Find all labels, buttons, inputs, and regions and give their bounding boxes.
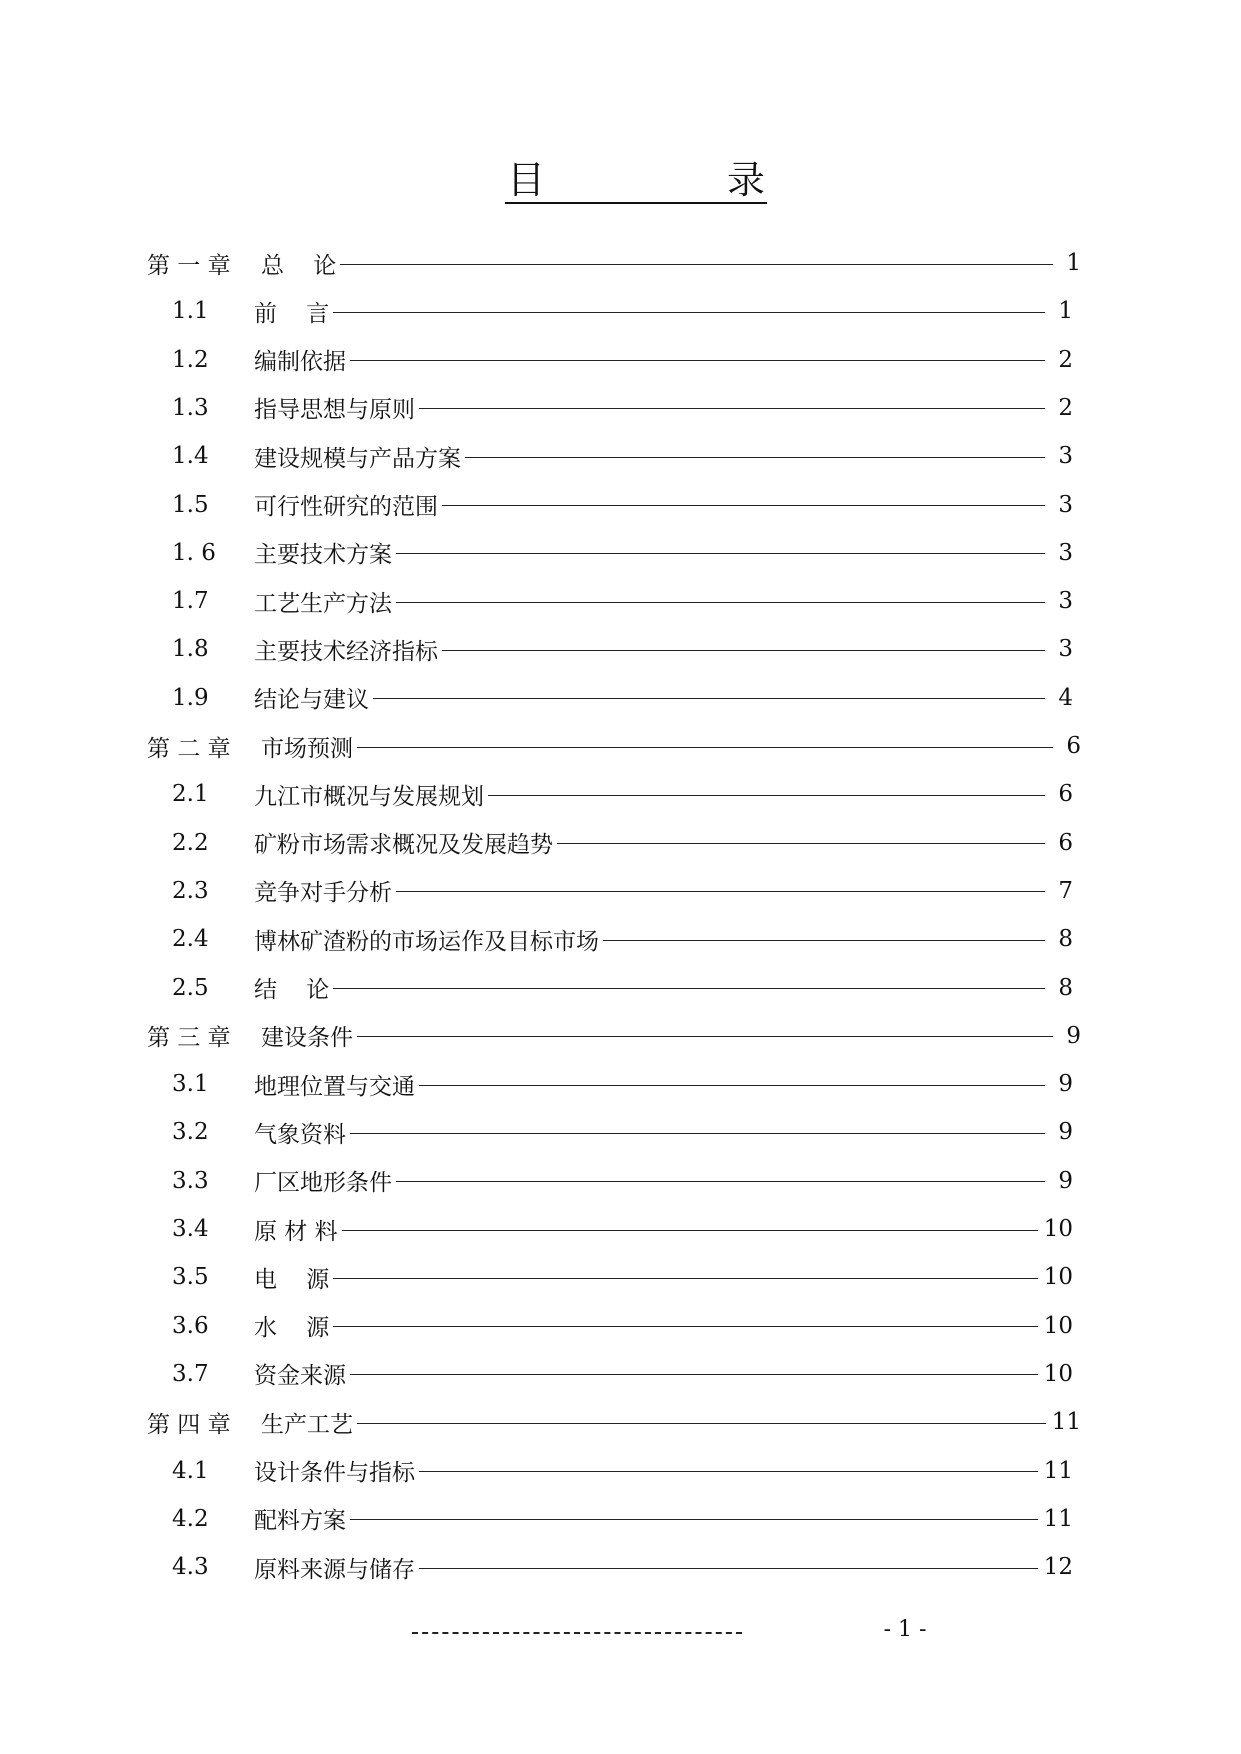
toc-section-entry[interactable] bbox=[172, 536, 1073, 570]
toc-entry-page: 8 bbox=[1058, 974, 1073, 1001]
toc-section-entry[interactable] bbox=[172, 1309, 1073, 1343]
toc-section-entry[interactable] bbox=[172, 1550, 1073, 1584]
toc-entry-page: 3 bbox=[1058, 491, 1073, 518]
toc-entry-page: 12 bbox=[1043, 1554, 1073, 1581]
footer-divider bbox=[412, 1632, 742, 1634]
toc-entry-title: 编制依据 bbox=[254, 349, 346, 376]
toc-entry-title: 资金来源 bbox=[254, 1363, 346, 1390]
toc-section-entry[interactable] bbox=[172, 1357, 1073, 1391]
toc-leader-line bbox=[340, 264, 1053, 265]
toc-leader-line bbox=[419, 408, 1045, 409]
toc-leader-line bbox=[357, 747, 1053, 748]
toc-leader-line bbox=[396, 553, 1045, 554]
toc-leader-line bbox=[333, 1326, 1037, 1327]
toc-section-entry[interactable] bbox=[172, 681, 1073, 715]
toc-entry-page: 4 bbox=[1058, 684, 1073, 711]
toc-leader-line bbox=[373, 698, 1045, 699]
toc-entry-title: 配料方案 bbox=[254, 1508, 346, 1535]
toc-section-entry[interactable] bbox=[172, 1212, 1073, 1246]
toc-leader-line bbox=[419, 1085, 1045, 1086]
toc-entry-title: 工艺生产方法 bbox=[254, 590, 392, 617]
toc-entry-page: 10 bbox=[1043, 1360, 1073, 1387]
toc-leader-line bbox=[333, 988, 1045, 989]
toc-entry-title: 主要技术方案 bbox=[254, 542, 392, 569]
toc-entry-number: 3.6 bbox=[172, 1312, 209, 1339]
toc-entry-title: 地理位置与交通 bbox=[254, 1073, 415, 1100]
toc-leader-line bbox=[488, 795, 1045, 796]
toc-leader-line bbox=[350, 1133, 1045, 1134]
toc-chapter-entry[interactable] bbox=[147, 729, 1081, 763]
toc-leader-line bbox=[350, 1374, 1038, 1375]
toc-entry-number: 4.1 bbox=[172, 1457, 209, 1484]
toc-entry-title: 指导思想与原则 bbox=[254, 397, 415, 424]
toc-leader-line bbox=[419, 1471, 1038, 1472]
toc-leader-line bbox=[442, 650, 1045, 651]
toc-entry-page: 3 bbox=[1058, 636, 1073, 663]
toc-section-entry[interactable] bbox=[172, 439, 1073, 473]
toc-entry-number: 第 四 章 bbox=[147, 1411, 231, 1438]
toc-leader-line bbox=[419, 1568, 1038, 1569]
toc-section-entry[interactable] bbox=[172, 488, 1073, 522]
toc-entry-number: 1.4 bbox=[172, 443, 209, 470]
toc-leader-line bbox=[357, 1036, 1053, 1037]
toc-entry-number: 2.5 bbox=[172, 974, 209, 1001]
toc-entry-page: 1 bbox=[1066, 250, 1081, 276]
toc-entry-page: 7 bbox=[1058, 877, 1073, 904]
toc-entry-page: 3 bbox=[1058, 588, 1073, 615]
toc-entry-title: 结 论 bbox=[254, 977, 330, 1003]
toc-section-entry[interactable] bbox=[172, 1067, 1073, 1101]
toc-section-entry[interactable] bbox=[172, 971, 1073, 1005]
toc-leader-line bbox=[442, 505, 1045, 506]
page-title-char-1: 目 bbox=[507, 158, 546, 202]
toc-entry-page: 10 bbox=[1043, 1264, 1073, 1291]
toc-entry-title: 原 材 料 bbox=[254, 1218, 338, 1245]
toc-entry-number: 3.1 bbox=[172, 1071, 209, 1098]
toc-entry-number: 2.4 bbox=[172, 926, 209, 953]
toc-entry-page: 3 bbox=[1058, 539, 1073, 566]
toc-entry-title: 设计条件与指标 bbox=[254, 1460, 415, 1486]
toc-entry-title: 主要技术经济指标 bbox=[254, 638, 438, 665]
toc-entry-number: 第 二 章 bbox=[147, 735, 231, 762]
toc-entry-title: 市场预测 bbox=[261, 735, 353, 762]
toc-leader-line bbox=[396, 1181, 1045, 1182]
toc-entry-number: 1.3 bbox=[172, 394, 209, 421]
toc-entry-number: 1.2 bbox=[172, 346, 209, 373]
toc-section-entry[interactable] bbox=[172, 1164, 1073, 1198]
toc-section-entry[interactable] bbox=[172, 391, 1073, 425]
toc-entry-page: 6 bbox=[1058, 829, 1073, 856]
toc-entry-number: 第 三 章 bbox=[147, 1025, 231, 1052]
footer-page-number: - 1 - bbox=[883, 1617, 927, 1642]
toc-leader-line bbox=[557, 843, 1045, 844]
toc-entry-page: 2 bbox=[1058, 394, 1073, 421]
toc-entry-title: 生产工艺 bbox=[261, 1411, 353, 1438]
toc-leader-line bbox=[357, 1423, 1046, 1424]
page-title-char-2: 录 bbox=[726, 158, 765, 202]
toc-entry-page: 9 bbox=[1058, 1071, 1073, 1098]
toc-section-entry[interactable] bbox=[172, 1454, 1073, 1488]
toc-leader-line bbox=[342, 1230, 1038, 1231]
toc-entry-title: 建设条件 bbox=[261, 1025, 353, 1052]
toc-entry-title: 原料来源与储存 bbox=[254, 1556, 415, 1583]
toc-entry-number: 1.7 bbox=[172, 588, 209, 615]
toc-entry-page: 1 bbox=[1058, 298, 1073, 325]
toc-entry-title: 矿粉市场需求概况及发展趋势 bbox=[254, 832, 553, 859]
toc-entry-page: 6 bbox=[1066, 733, 1081, 759]
toc-section-entry[interactable] bbox=[172, 1502, 1073, 1536]
toc-entry-number: 3.4 bbox=[172, 1216, 209, 1242]
toc-entry-page: 3 bbox=[1058, 443, 1073, 470]
toc-entry-title: 厂区地形条件 bbox=[254, 1170, 392, 1197]
toc-entry-page: 6 bbox=[1058, 781, 1073, 808]
toc-section-entry[interactable] bbox=[172, 922, 1073, 956]
toc-entry-number: 1.5 bbox=[172, 491, 209, 518]
toc-chapter-entry[interactable] bbox=[147, 1019, 1081, 1053]
toc-entry-title: 气象资料 bbox=[254, 1121, 346, 1148]
toc-entry-number: 3.7 bbox=[172, 1360, 209, 1387]
toc-leader-line bbox=[350, 360, 1045, 361]
toc-entry-number: 3.2 bbox=[172, 1119, 209, 1146]
toc-entry-page: 11 bbox=[1051, 1409, 1081, 1436]
toc-entry-page: 8 bbox=[1058, 926, 1073, 953]
toc-entry-title: 结论与建议 bbox=[254, 687, 369, 714]
toc-entry-page: 9 bbox=[1066, 1022, 1081, 1049]
toc-leader-line bbox=[603, 940, 1045, 941]
toc-leader-line bbox=[350, 1519, 1038, 1520]
toc-entry-page: 2 bbox=[1058, 346, 1073, 373]
toc-leader-line bbox=[333, 1278, 1037, 1279]
toc-leader-line bbox=[333, 312, 1045, 313]
toc-section-entry[interactable] bbox=[172, 1115, 1073, 1149]
toc-entry-number: 1. 6 bbox=[172, 539, 216, 566]
toc-entry-page: 10 bbox=[1043, 1312, 1073, 1339]
toc-entry-number: 4.2 bbox=[172, 1505, 209, 1532]
toc-entry-title: 水 源 bbox=[254, 1315, 330, 1342]
toc-section-entry[interactable] bbox=[172, 632, 1073, 666]
toc-entry-title: 前 言 bbox=[254, 300, 330, 327]
toc-section-entry[interactable] bbox=[172, 294, 1073, 328]
toc-section-entry[interactable] bbox=[172, 826, 1073, 860]
toc-chapter-entry[interactable] bbox=[147, 1405, 1081, 1439]
toc-entry-number: 3.5 bbox=[172, 1264, 209, 1291]
toc-entry-number: 2.3 bbox=[172, 877, 209, 904]
toc-entry-title: 博林矿渣粉的市场运作及目标市场 bbox=[254, 928, 599, 955]
toc-entry-number: 4.3 bbox=[172, 1554, 209, 1581]
toc-entry-page: 11 bbox=[1043, 1457, 1073, 1484]
toc-entry-title: 竞争对手分析 bbox=[254, 880, 392, 907]
toc-section-entry[interactable] bbox=[172, 584, 1073, 618]
toc-entry-page: 11 bbox=[1043, 1505, 1073, 1532]
toc-leader-line bbox=[396, 891, 1045, 892]
toc-entry-page: 9 bbox=[1058, 1119, 1073, 1146]
toc-entry-title: 九江市概况与发展规划 bbox=[254, 783, 484, 810]
toc-entry-number: 1.8 bbox=[172, 636, 209, 663]
toc-entry-page: 10 bbox=[1043, 1216, 1073, 1242]
toc-entry-title: 电 源 bbox=[254, 1266, 330, 1293]
toc-entry-number: 第 一 章 bbox=[147, 252, 231, 279]
toc-section-entry[interactable] bbox=[172, 1260, 1073, 1294]
toc-section-entry[interactable] bbox=[172, 343, 1073, 377]
toc-entry-number: 3.3 bbox=[172, 1167, 209, 1194]
toc-leader-line bbox=[465, 457, 1045, 458]
toc-entry-title: 建设规模与产品方案 bbox=[254, 445, 461, 472]
toc-leader-line bbox=[396, 602, 1045, 603]
toc-entry-title: 总 论 bbox=[261, 252, 337, 279]
toc-entry-title: 可行性研究的范围 bbox=[254, 494, 438, 520]
toc-entry-number: 1.9 bbox=[172, 684, 209, 711]
toc-entry-number: 2.2 bbox=[172, 829, 209, 856]
toc-entry-page: 9 bbox=[1058, 1167, 1073, 1194]
toc-section-entry[interactable] bbox=[172, 777, 1073, 811]
toc-entry-number: 1.1 bbox=[172, 298, 209, 325]
toc-section-entry[interactable] bbox=[172, 874, 1073, 908]
toc-chapter-entry[interactable] bbox=[147, 246, 1081, 280]
toc-entry-number: 2.1 bbox=[172, 781, 209, 808]
